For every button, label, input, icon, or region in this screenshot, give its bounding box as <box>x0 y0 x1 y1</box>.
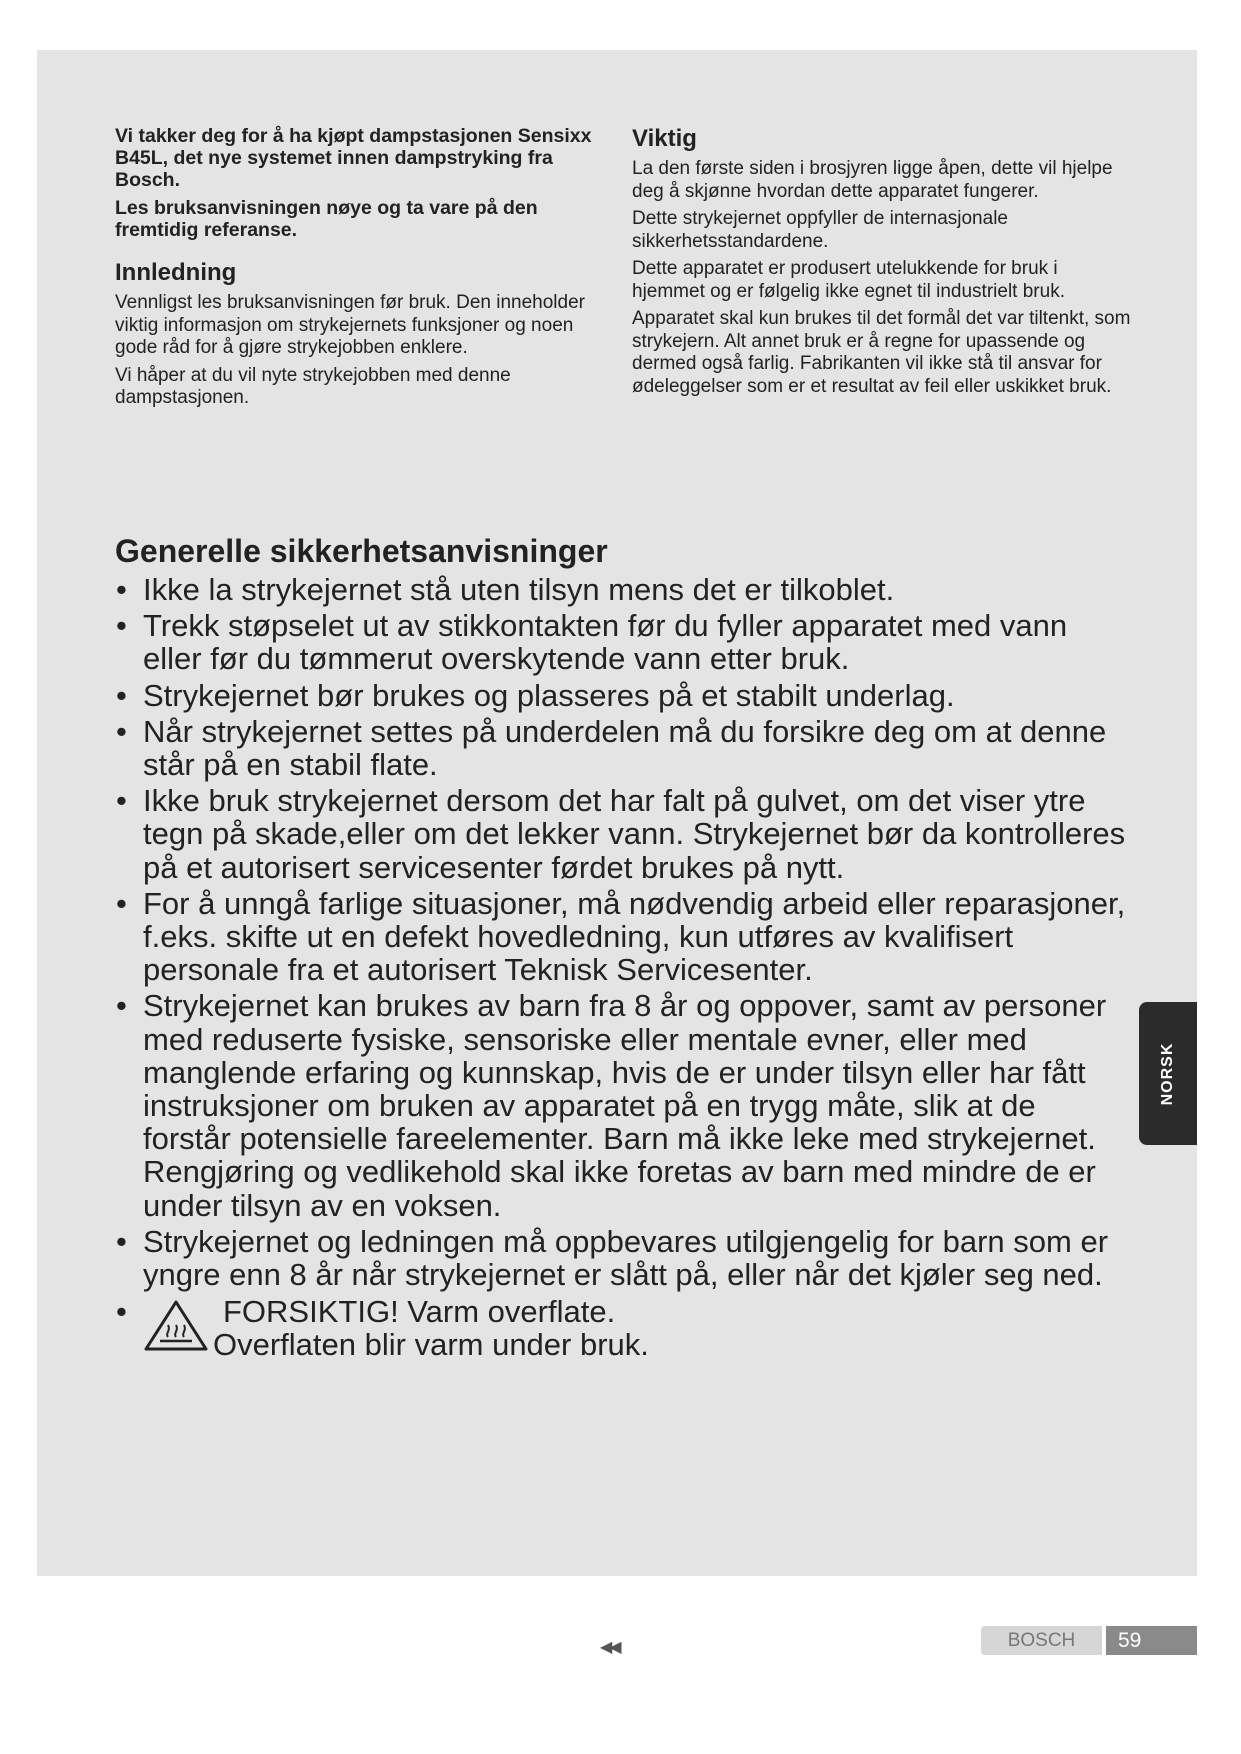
prev-page-icon[interactable]: ◀◀ <box>600 1639 619 1656</box>
warning-text-line-1: FORSIKTIG! Varm overflate. <box>223 1294 616 1330</box>
bullet-icon: • <box>116 608 127 644</box>
important-column <box>632 125 1132 403</box>
important-paragraph-1: La den første siden i brosjyren ligge åpen, dette vil hjelpe deg å skjønne hvordan dette apparatet fungerer. <box>632 158 1113 202</box>
brand-label: BOSCH <box>981 1626 1102 1655</box>
intro-thanks: Vi takker deg for å ha kjøpt dampstasjonen Sensixx B45L, det nye systemet innen dampstryking fra Bosch. <box>115 125 592 191</box>
language-tab <box>1139 1002 1197 1145</box>
bullet-icon: • <box>116 988 127 1024</box>
safety-item-text: Trekk støpselet ut av stikkontakten før du fyller apparatet med vann eller før du tømmerut overskytende vann etter bruk. <box>143 608 1068 677</box>
safety-item-text: Strykejernet kan brukes av barn fra 8 år og oppover, samt av personer med reduserte fysiske, sensoriske eller mentale evner, eller med manglende erfaring og kunnskap, hvis de er under tilsyn eller har fått instruksjoner om bruken av apparatet på en trygg måte, slik at de forstår potensielle fareelementer. Barn må ikke leke med strykejernet. Rengjøring og vedlikehold skal ikke foretas av barn med mindre de er under tilsyn av en voksen. <box>143 988 1107 1223</box>
bullet-icon: • <box>116 885 127 921</box>
warning-text-line-2: Overflaten blir varm under bruk. <box>213 1327 649 1363</box>
intro-paragraph-2: Vi håper at du vil nyte strykejobben med denne dampstasjonen. <box>115 364 511 408</box>
intro-column <box>115 125 610 415</box>
hot-surface-warning-icon <box>143 1299 209 1353</box>
language-tab-label: NORSK <box>1159 1042 1176 1105</box>
safety-item <box>115 989 1130 1221</box>
safety-item-text: Strykejernet bør brukes og plasseres på et stabilt underlag. <box>143 677 955 713</box>
safety-item <box>115 573 1130 606</box>
important-paragraph-2: Dette strykejernet oppfyller de internasjonale sikkerhetsstandardene. <box>632 208 1008 252</box>
important-heading: Viktig <box>632 125 697 152</box>
safety-list <box>115 573 1130 1365</box>
safety-title: Generelle sikkerhetsanvisninger <box>115 533 608 569</box>
safety-item-text: Strykejernet og ledningen må oppbevares utilgjengelig for barn som er yngre enn 8 år når strykejernet er slått på, eller når det kjøler seg ned. <box>143 1223 1109 1293</box>
bullet-icon: • <box>116 783 127 819</box>
bullet-icon: • <box>116 572 127 607</box>
safety-item-text: Ikke la strykejernet stå uten tilsyn mens det er tilkoblet. <box>143 572 895 607</box>
safety-item-warning <box>115 1295 1130 1361</box>
safety-item-text: For å unngå farlige situasjoner, må nødvendig arbeid eller reparasjoner, f.eks. skifte ut en defekt hovedledning, kun utføres av kvalifisert personale fra et autorisert Teknisk Servicesenter. <box>143 885 1126 988</box>
bullet-icon: • <box>116 677 127 713</box>
safety-item <box>115 784 1130 884</box>
safety-item <box>115 1225 1130 1291</box>
safety-item <box>115 609 1130 675</box>
safety-item <box>115 887 1130 987</box>
safety-item <box>115 679 1130 712</box>
safety-item-text: Ikke bruk strykejernet dersom det har falt på gulvet, om det viser ytre tegn på skade,eller om det lekker vann. Strykejernet bør da kontrolleres på et autorisert servicesenter førdet brukes på nytt. <box>143 783 1126 885</box>
page-number: 59 <box>1106 1626 1197 1655</box>
bullet-icon: • <box>116 1223 127 1259</box>
important-paragraph-4: Apparatet skal kun brukes til det formål det var tiltenkt, som strykejern. Alt annet bruk er å regne for upassende og dermed også farlig. Fabrikanten vil ikke stå til ansvar for ødeleggelser som er et resultat av feil eller uskikket bruk. <box>632 308 1131 397</box>
safety-item-text: Når strykejernet settes på underdelen må du forsikre deg om at denne står på en stabil flate. <box>143 713 1107 783</box>
important-paragraph-3: Dette apparatet er produsert utelukkende for bruk i hjemmet og er følgelig ikke egnet til industrielt bruk. <box>632 258 1065 302</box>
safety-item <box>115 715 1130 781</box>
intro-read-manual: Les bruksanvisningen nøye og ta vare på den fremtidig referanse. <box>115 197 538 241</box>
intro-heading: Innledning <box>115 259 237 286</box>
intro-paragraph-1: Vennligst les bruksanvisningen før bruk. Den inneholder viktig informasjon om strykejernets funksjoner og noen gode råd for å gjøre strykejobben enklere. <box>115 292 585 358</box>
bullet-icon: • <box>116 1294 127 1330</box>
bullet-icon: • <box>116 713 127 749</box>
